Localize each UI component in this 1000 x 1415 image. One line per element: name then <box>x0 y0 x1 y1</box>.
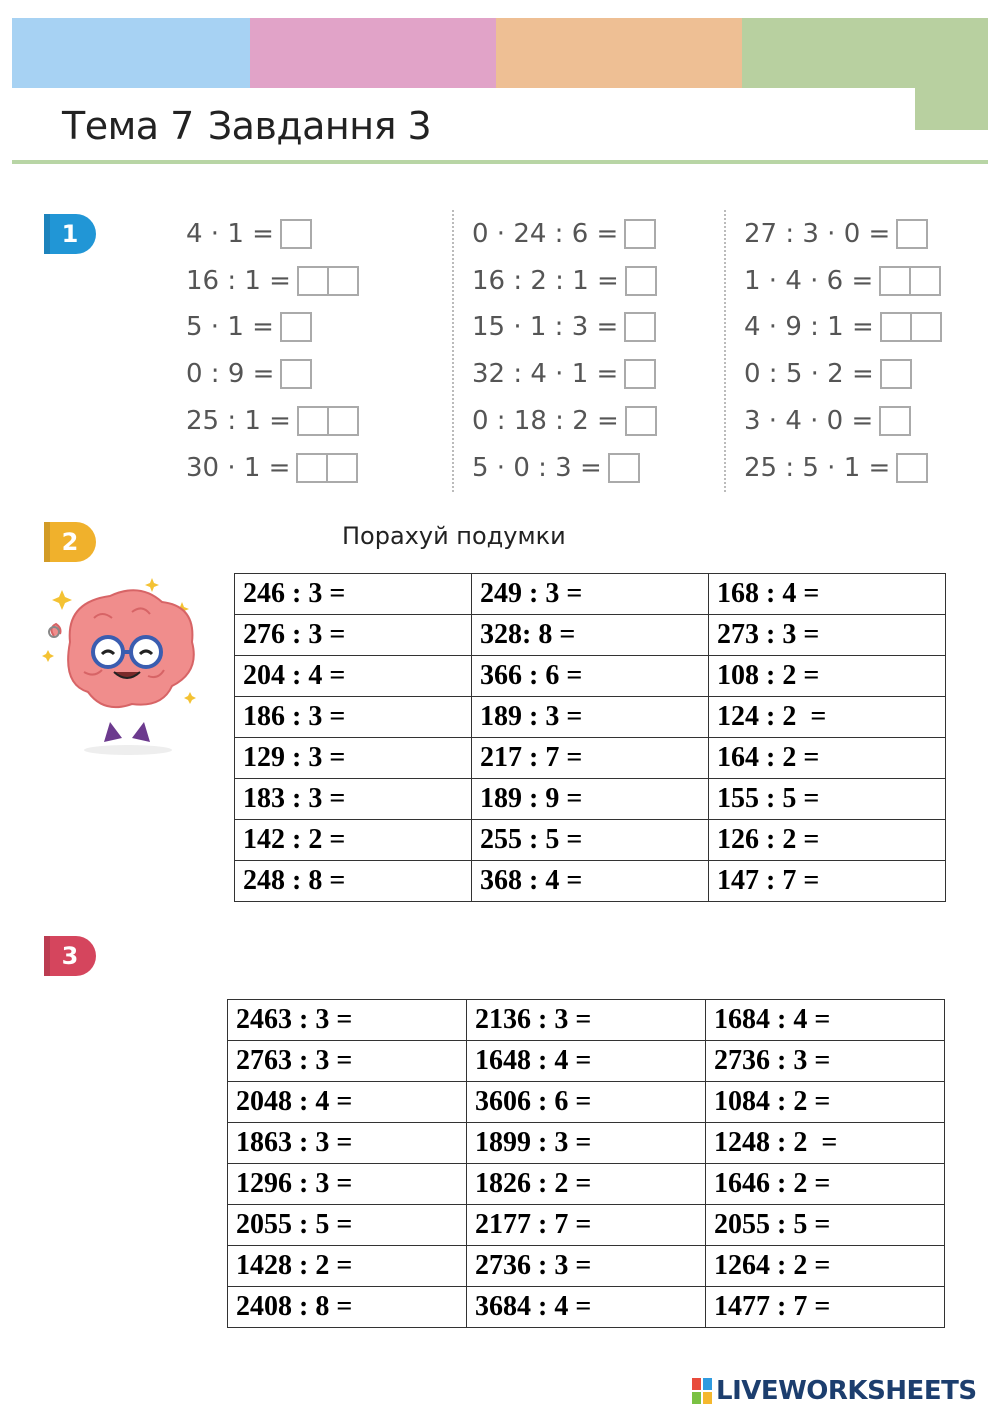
exercise-row <box>186 354 312 394</box>
division-cell[interactable]: 1646 : 2 = <box>706 1164 945 1205</box>
answer-box[interactable] <box>624 359 656 389</box>
division-cell[interactable]: 2136 : 3 = <box>467 1000 706 1041</box>
division-cell[interactable]: 368 : 4 = <box>472 861 709 902</box>
division-cell[interactable]: 2463 : 3 = <box>228 1000 467 1041</box>
division-cell[interactable]: 246 : 3 = <box>235 574 472 615</box>
exercise-row <box>472 214 656 254</box>
title-topic: Тема 7 <box>62 104 194 148</box>
division-cell[interactable]: 2048 : 4 = <box>228 1082 467 1123</box>
answer-box[interactable] <box>911 266 941 296</box>
division-cell[interactable]: 168 : 4 = <box>709 574 946 615</box>
answer-box[interactable] <box>896 219 928 249</box>
answer-box[interactable] <box>912 312 942 342</box>
exercise-row <box>186 307 312 347</box>
division-cell[interactable]: 142 : 2 = <box>235 820 472 861</box>
division-cell[interactable]: 124 : 2 = <box>709 697 946 738</box>
division-cell[interactable]: 1863 : 3 = <box>228 1123 467 1164</box>
exercise-expression: 4 · 1 = <box>186 219 274 249</box>
division-cell[interactable]: 1826 : 2 = <box>467 1164 706 1205</box>
answer-box[interactable] <box>329 406 359 436</box>
division-cell[interactable]: 204 : 4 = <box>235 656 472 697</box>
division-cell[interactable]: 108 : 2 = <box>709 656 946 697</box>
division-cell[interactable]: 2055 : 5 = <box>706 1205 945 1246</box>
answer-box[interactable] <box>280 312 312 342</box>
division-cell[interactable]: 1477 : 7 = <box>706 1287 945 1328</box>
table-row <box>228 1164 945 1205</box>
division-cell[interactable]: 2736 : 3 = <box>706 1041 945 1082</box>
column-divider <box>452 210 454 492</box>
exercise-row <box>472 261 657 301</box>
division-cell[interactable]: 147 : 7 = <box>709 861 946 902</box>
exercise-expression: 3 · 4 · 0 = <box>744 406 874 436</box>
exercise-row <box>186 448 358 488</box>
header-divider <box>12 160 988 164</box>
division-cell[interactable]: 1296 : 3 = <box>228 1164 467 1205</box>
exercise-row <box>186 214 312 254</box>
exercise-expression: 0 : 18 : 2 = <box>472 406 619 436</box>
division-cell[interactable]: 1428 : 2 = <box>228 1246 467 1287</box>
answer-box[interactable] <box>329 266 359 296</box>
table-row <box>228 1041 945 1082</box>
exercise-expression: 5 · 1 = <box>186 312 274 342</box>
answer-box[interactable] <box>328 453 358 483</box>
table-row <box>235 697 946 738</box>
division-cell[interactable]: 2763 : 3 = <box>228 1041 467 1082</box>
answer-box[interactable] <box>880 312 912 342</box>
task-2-instruction: Порахуй подумки <box>342 522 566 550</box>
division-cell[interactable]: 328: 8 = <box>472 615 709 656</box>
division-cell[interactable]: 164 : 2 = <box>709 738 946 779</box>
task-2-table <box>234 573 946 902</box>
logo-text: LIVEWORKSHEETS <box>716 1376 977 1406</box>
answer-box[interactable] <box>879 266 911 296</box>
answer-box[interactable] <box>624 219 656 249</box>
answer-box[interactable] <box>896 453 928 483</box>
task-3-table <box>227 999 945 1328</box>
division-cell[interactable]: 155 : 5 = <box>709 779 946 820</box>
division-cell[interactable]: 183 : 3 = <box>235 779 472 820</box>
division-cell[interactable]: 189 : 9 = <box>472 779 709 820</box>
division-cell[interactable]: 1084 : 2 = <box>706 1082 945 1123</box>
table-row <box>235 615 946 656</box>
answer-box[interactable] <box>625 406 657 436</box>
answer-box[interactable] <box>297 406 329 436</box>
division-cell[interactable]: 126 : 2 = <box>709 820 946 861</box>
table-row <box>228 1287 945 1328</box>
exercise-expression: 16 : 2 : 1 = <box>472 266 619 296</box>
exercise-row <box>744 354 912 394</box>
table-row <box>228 1082 945 1123</box>
column-divider <box>724 210 726 492</box>
exercise-expression: 27 : 3 · 0 = <box>744 219 891 249</box>
division-cell[interactable]: 3606 : 6 = <box>467 1082 706 1123</box>
answer-box[interactable] <box>625 266 657 296</box>
table-row <box>228 1123 945 1164</box>
answer-box[interactable] <box>880 359 912 389</box>
division-cell[interactable]: 1684 : 4 = <box>706 1000 945 1041</box>
division-cell[interactable]: 2408 : 8 = <box>228 1287 467 1328</box>
answer-box[interactable] <box>297 266 329 296</box>
table-row <box>228 1246 945 1287</box>
header-band-blue <box>12 18 250 88</box>
answer-box[interactable] <box>608 453 640 483</box>
logo-mark-icon <box>692 1378 712 1404</box>
table-row <box>235 861 946 902</box>
task-3-badge: 3 <box>44 936 96 976</box>
table-row <box>235 820 946 861</box>
exercise-row <box>744 261 941 301</box>
division-cell[interactable]: 2055 : 5 = <box>228 1205 467 1246</box>
answer-box[interactable] <box>296 453 328 483</box>
division-cell[interactable]: 255 : 5 = <box>472 820 709 861</box>
division-cell[interactable]: 2736 : 3 = <box>467 1246 706 1287</box>
exercise-expression: 0 · 24 : 6 = <box>472 219 619 249</box>
exercise-expression: 1 · 4 · 6 = <box>744 266 874 296</box>
exercise-row <box>186 261 359 301</box>
page-title <box>62 104 431 148</box>
brain-mascot-illustration <box>40 572 200 762</box>
exercise-row <box>744 401 911 441</box>
task-1-badge: 1 <box>44 214 96 254</box>
table-row <box>235 779 946 820</box>
exercise-row <box>472 448 640 488</box>
table-row <box>235 738 946 779</box>
exercise-row <box>472 401 657 441</box>
exercise-row <box>186 401 359 441</box>
division-cell[interactable]: 1248 : 2 = <box>706 1123 945 1164</box>
division-cell[interactable]: 249 : 3 = <box>472 574 709 615</box>
division-cell[interactable]: 1899 : 3 = <box>467 1123 706 1164</box>
exercise-expression: 25 : 5 · 1 = <box>744 453 891 483</box>
division-cell[interactable]: 276 : 3 = <box>235 615 472 656</box>
exercise-row <box>472 354 656 394</box>
liveworksheets-logo <box>692 1375 977 1407</box>
table-row <box>228 1205 945 1246</box>
answer-box[interactable] <box>624 312 656 342</box>
exercise-expression: 0 : 9 = <box>186 359 275 389</box>
task-2-badge: 2 <box>44 522 96 562</box>
exercise-row <box>472 307 656 347</box>
exercise-expression: 4 · 9 : 1 = <box>744 312 874 342</box>
division-cell[interactable]: 2177 : 7 = <box>467 1205 706 1246</box>
exercise-expression: 15 · 1 : 3 = <box>472 312 619 342</box>
division-cell[interactable]: 248 : 8 = <box>235 861 472 902</box>
division-cell[interactable]: 217 : 7 = <box>472 738 709 779</box>
exercise-expression: 32 : 4 · 1 = <box>472 359 619 389</box>
division-cell[interactable]: 3684 : 4 = <box>467 1287 706 1328</box>
division-cell[interactable]: 189 : 3 = <box>472 697 709 738</box>
division-cell[interactable]: 1264 : 2 = <box>706 1246 945 1287</box>
division-cell[interactable]: 186 : 3 = <box>235 697 472 738</box>
exercise-expression: 5 · 0 : 3 = <box>472 453 602 483</box>
division-cell[interactable]: 129 : 3 = <box>235 738 472 779</box>
division-cell[interactable]: 273 : 3 = <box>709 615 946 656</box>
exercise-expression: 16 : 1 = <box>186 266 291 296</box>
division-cell[interactable]: 366 : 6 = <box>472 656 709 697</box>
exercise-expression: 25 : 1 = <box>186 406 291 436</box>
header-band-tab <box>915 88 988 130</box>
exercise-row <box>744 307 942 347</box>
answer-box[interactable] <box>280 359 312 389</box>
table-row <box>228 1000 945 1041</box>
header-band-pink <box>250 18 496 88</box>
answer-box[interactable] <box>879 406 911 436</box>
header-band-orange <box>496 18 742 88</box>
title-task: Завдання 3 <box>207 104 432 148</box>
exercise-expression: 0 : 5 · 2 = <box>744 359 874 389</box>
header-band-green <box>742 18 988 88</box>
exercise-row <box>744 448 928 488</box>
division-cell[interactable]: 1648 : 4 = <box>467 1041 706 1082</box>
answer-box[interactable] <box>280 219 312 249</box>
table-row <box>235 656 946 697</box>
exercise-expression: 30 · 1 = <box>186 453 291 483</box>
exercise-row <box>744 214 928 254</box>
table-row <box>235 574 946 615</box>
